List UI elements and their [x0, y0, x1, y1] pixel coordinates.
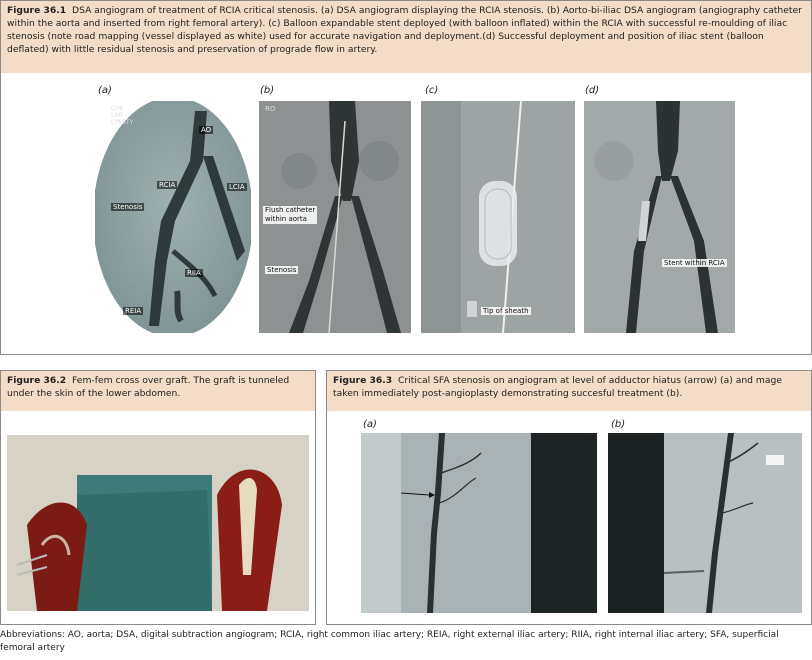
- panel-b-overlay: RO: [265, 105, 276, 113]
- label-reia: REIA: [125, 307, 142, 315]
- angiogram-panel-c: [421, 101, 575, 333]
- label-riia: RIIA: [187, 269, 201, 277]
- panel-label-a: (a): [98, 85, 112, 96]
- label-lcia: LCIA: [229, 183, 245, 191]
- figure-36-3-caption: [327, 371, 811, 411]
- angiogram-panel-b: [259, 101, 411, 333]
- label-ao: AO: [201, 126, 212, 134]
- label-tip-of-sheath: Tip of sheath: [483, 307, 529, 315]
- panel-label-d: (d): [585, 85, 600, 96]
- angiogram-3a-image: [361, 433, 597, 613]
- caption-text: DSA angiogram of treatment of RCIA critical stenosis. (a) DSA angiogram displaying the RCIA stenosis. (b) Aorto-bi-iliac DSA angiogram (angiography catheter within the aorta and inserted from right femoral artery). (c) Balloon expandable stent deployed (with balloon inflated) within the RCIA with successful re-moulding of iliac stenosis (note road mapping (vessel displayed as white) used for accurate navigation and deployment.(d) Successful deployment and position of iliac stent (balloon deflated) with little residual stenosis and preservation of prograde flow in artery.: [7, 5, 802, 55]
- panel-label-3a: (a): [363, 419, 377, 430]
- panel-a-overlay: CHE LAB CPLSTY: [111, 105, 134, 126]
- panel-label-b: (b): [260, 85, 275, 96]
- panel-label-3b: (b): [611, 419, 626, 430]
- figure-36-3: [326, 370, 812, 625]
- label-stenosis-a: Stenosis: [113, 203, 143, 211]
- panel-label-c: (c): [425, 85, 439, 96]
- caption-text: Critical SFA stenosis on angiogram at level of adductor hiatus (arrow) (a) and mage taken immediately post-angioplasty demonstrating succesful treatment (b).: [333, 375, 782, 399]
- surgery-photo-image: [7, 435, 309, 611]
- figure-36-2-caption: [1, 371, 315, 411]
- abbreviations-footnote: Abbreviations: AO, aorta; DSA, digital subtraction angiogram; RCIA, right common iliac artery; REIA, right external iliac artery; RIIA, right internal iliac artery; SFA, superficial femoral artery: [0, 630, 779, 653]
- angiogram-c-image: [421, 101, 575, 333]
- angiogram-a-image: [95, 101, 251, 333]
- angiogram-panel-a: [95, 101, 251, 333]
- figure-36-2: [0, 370, 316, 625]
- label-rcia: RCIA: [159, 181, 176, 189]
- angiogram-panel-3b: [608, 433, 802, 613]
- figure-36-1-caption: [1, 1, 811, 73]
- angiogram-panel-3a: [361, 433, 597, 613]
- angiogram-panel-d: [584, 101, 735, 333]
- figure-label: Figure 36.1: [7, 5, 67, 16]
- figure-label: Figure 36.2: [7, 375, 67, 386]
- angiogram-3b-image: [608, 433, 802, 613]
- figure-label: Figure 36.3: [333, 375, 393, 386]
- label-stenosis-b: Stenosis: [267, 266, 297, 274]
- surgery-photo: [7, 435, 309, 611]
- label-stent-within-rcia: Stent within RCIA: [664, 259, 725, 267]
- angiogram-d-image: [584, 101, 735, 333]
- caption-text: Fem-fem cross over graft. The graft is tunneled under the skin of the lower abdomen.: [7, 375, 290, 399]
- label-flush-catheter: Flush catheter within aorta: [265, 206, 316, 223]
